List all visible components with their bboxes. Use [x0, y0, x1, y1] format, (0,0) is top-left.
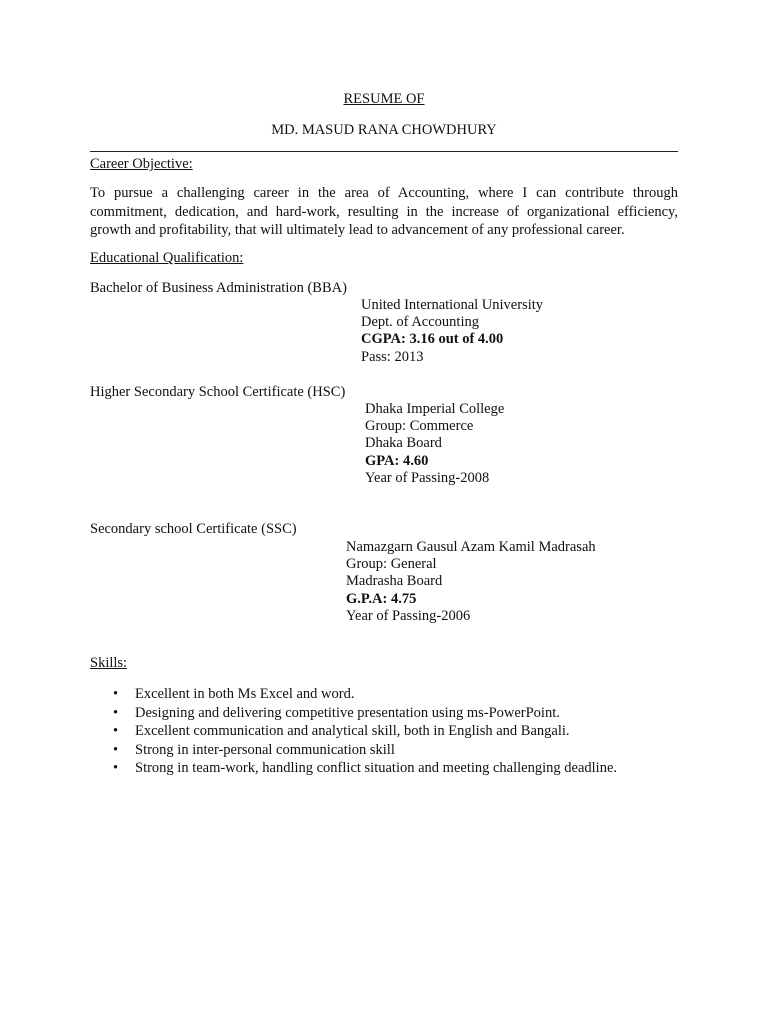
career-objective-text: To pursue a challenging career in the area of Accounting, where I can contribute through commitment, dedication, and hard-work, resulting in the increase of organizational efficiency, growth and profitability, that will ultimately lead to advancement of any professional career. [90, 185, 678, 238]
ssc-pass: Year of Passing-2006 [346, 607, 471, 624]
bullet-icon: • [113, 723, 119, 740]
skill-item [90, 741, 690, 760]
ssc-group: Group: General [346, 556, 437, 573]
ssc-result: G.P.A: 4.75 [346, 590, 417, 607]
hsc-board: Dhaka Board [365, 435, 442, 452]
skill-text: Strong in inter-personal communication skill [135, 741, 395, 758]
skill-text: Strong in team-work, handling conflict situation and meeting challenging deadline. [135, 760, 618, 777]
hsc-institution: Dhaka Imperial College [365, 401, 505, 417]
skill-text: Excellent in both Ms Excel and word. [135, 686, 355, 702]
bba-details [361, 297, 543, 366]
bba-institution: United International University [361, 297, 544, 313]
header-divider [90, 151, 678, 152]
ssc-institution: Namazgarn Gausul Azam Kamil Madrasah [346, 539, 596, 555]
hsc-group: Group: Commerce [365, 418, 474, 435]
career-objective-heading: Career Objective: [90, 156, 193, 172]
candidate-name: MD. MASUD RANA CHOWDHURY [271, 122, 497, 138]
skill-text: Designing and delivering competitive presentation using ms-PowerPoint. [135, 704, 560, 721]
skills-list [90, 685, 690, 778]
hsc-details [365, 401, 504, 487]
skill-item [90, 722, 690, 741]
skill-item [90, 759, 690, 778]
bba-result: CGPA: 3.16 out of 4.00 [361, 331, 504, 348]
bba-degree: Bachelor of Business Administration (BBA) [90, 280, 347, 296]
ssc-details [346, 539, 596, 625]
hsc-degree: Higher Secondary School Certificate (HSC) [90, 384, 346, 400]
skill-item [90, 704, 690, 723]
resume-title: RESUME OF [343, 91, 425, 107]
bba-department: Dept. of Accounting [361, 314, 479, 331]
ssc-degree: Secondary school Certificate (SSC) [90, 521, 297, 537]
hsc-result: GPA: 4.60 [365, 452, 429, 469]
bullet-icon: • [113, 686, 119, 702]
skill-text: Excellent communication and analytical skill, both in English and Bangali. [135, 723, 570, 740]
hsc-pass: Year of Passing-2008 [365, 469, 490, 486]
bullet-icon: • [113, 741, 119, 758]
skills-heading: Skills: [90, 655, 128, 671]
bullet-icon: • [113, 704, 119, 721]
bba-pass: Pass: 2013 [361, 348, 424, 365]
bullet-icon: • [113, 760, 119, 777]
education-heading: Educational Qualification: [90, 250, 244, 266]
ssc-board: Madrasha Board [346, 573, 443, 590]
skill-item [90, 685, 690, 704]
